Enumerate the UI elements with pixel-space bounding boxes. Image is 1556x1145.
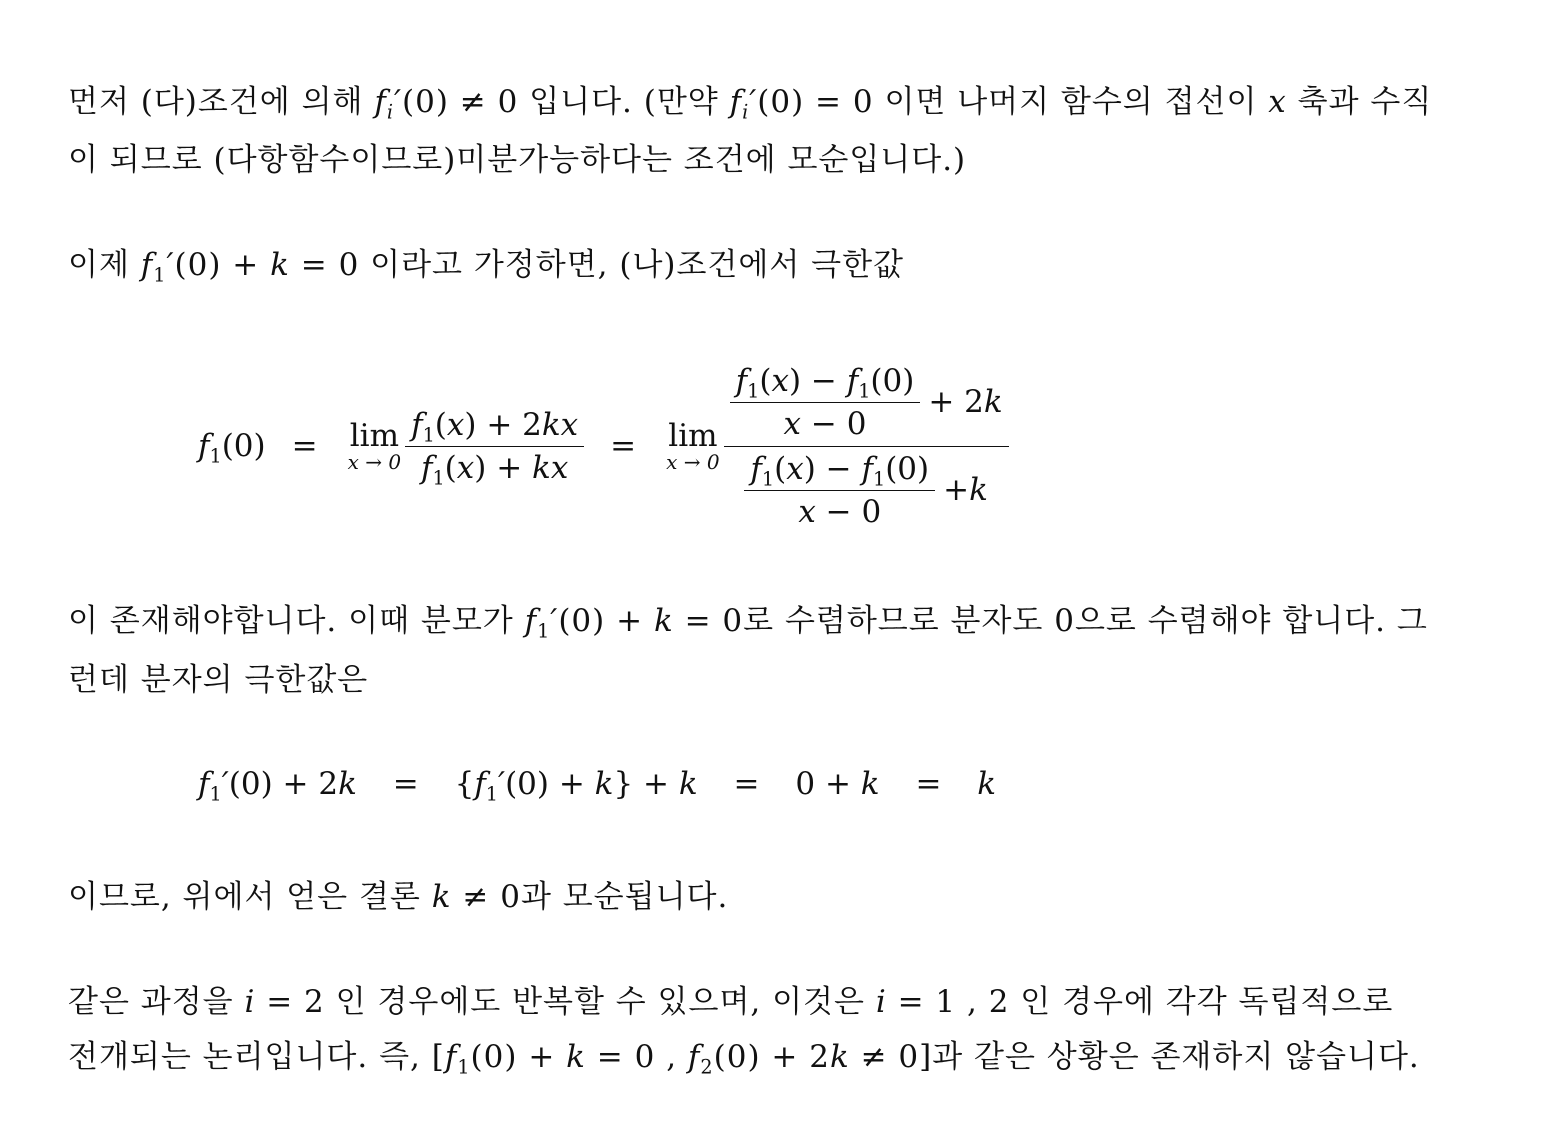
text-segment: 입니다. (만약 [518, 84, 730, 120]
math-bracket-condition: [$f_1(0) + k = 0$ , $f_2(0) + 2k \ne 0$] [431, 1039, 933, 1079]
math-fi-prime-eq-zero: $f_i'(0) = 0$ [729, 84, 874, 124]
equals-sign: = [610, 428, 637, 464]
text-segment: 축과 수직 [1286, 84, 1433, 120]
eq2-r2: k [977, 766, 997, 802]
paragraph-5-line-1 [68, 982, 1393, 1022]
equals-sign: = [733, 766, 760, 802]
text-segment: 이므로, 위에서 얻은 결론 [68, 879, 432, 915]
text-segment: 이 존재해야합니다. 이때 분모가 [68, 603, 525, 639]
text-segment: 과 같은 상황은 존재하지 않습니다. [932, 1039, 1420, 1075]
text-segment: 이면 나머지 함수의 접선이 [873, 84, 1269, 120]
text-segment: 인 경우에도 반복할 수 있으며, 이것은 [324, 984, 876, 1020]
text-segment: 이제 [68, 247, 141, 283]
equals-sign: = [392, 766, 419, 802]
eq1-complex-fraction: $\frac{f_1(x) - f_1(0)}{x - 0}$ + 2 k $\frac{f_1(x) - f_1(0)}{x - 0}$ + k [724, 363, 1009, 530]
paragraph-3-line-2: 런데 분자의 극한값은 [68, 662, 369, 698]
text-segment: 전개되는 논리입니다. 즉, [68, 1039, 432, 1075]
paragraph-5-line-2 [68, 1037, 1420, 1077]
eq2-r1: 0 + k [795, 766, 880, 802]
paragraph-3-line-1 [68, 601, 1428, 641]
equation-numerator-limit [198, 766, 997, 806]
text-segment: 과 모순됩니다. [520, 879, 729, 915]
equation-limit [198, 356, 1009, 536]
math-i-eq-1-2: i = 1 , 2 [875, 984, 1010, 1020]
text-segment: 인 경우에 각각 독립적으로 [1009, 984, 1394, 1020]
math-k-ne-zero: k ≠ 0 [431, 879, 521, 915]
eq1-fraction: $\frac{f_1(x) + 2kx}{f_1(x) + kx}$ [405, 407, 584, 486]
math-x: x [1268, 84, 1287, 120]
text-segment: 로 수렴하므로 분자도 [743, 603, 1055, 639]
math-assumption: $f_1'(0) + k = 0$ [140, 247, 360, 287]
math-zero: 0 [1054, 603, 1075, 639]
math-denominator-limit: $f_1'(0) + k = 0$ [524, 603, 744, 643]
eq2-lhs: $f_1'(0) + 2k$ [198, 766, 357, 806]
equals-sign: = [915, 766, 942, 802]
paragraph-1-line-2: 이 되므로 (다항함수이므로)미분가능하다는 조건에 모순입니다.) [68, 142, 967, 178]
paragraph-1-line-1 [68, 82, 1432, 122]
text-segment: 으로 수렴해야 합니다. 그 [1074, 603, 1428, 639]
text-segment: 이라고 가정하면, (나)조건에서 극한값 [359, 247, 904, 283]
paragraph-4 [68, 877, 728, 917]
text-segment: 먼저 (다)조건에 의해 [68, 84, 375, 120]
paragraph-2 [68, 245, 904, 285]
eq2-mid: $\{f_1'(0) + k\} + k$ [454, 766, 698, 806]
limit-operator: lim x → 0 [666, 418, 720, 474]
math-i-eq-2: i = 2 [244, 984, 325, 1020]
inner-fraction-denominator: $\frac{f_1(x) - f_1(0)}{x - 0}$ [744, 451, 935, 530]
limit-operator: lim x → 0 [347, 418, 402, 474]
inner-fraction-numerator: $\frac{f_1(x) - f_1(0)}{x - 0}$ [730, 363, 921, 442]
math-fi-prime-ne-zero: $f_i'(0) \ne 0$ [374, 84, 519, 124]
equals-sign: = [291, 428, 318, 464]
text-segment: 같은 과정을 [68, 984, 245, 1020]
eq1-lhs: $f_1(0)$ [198, 428, 266, 468]
